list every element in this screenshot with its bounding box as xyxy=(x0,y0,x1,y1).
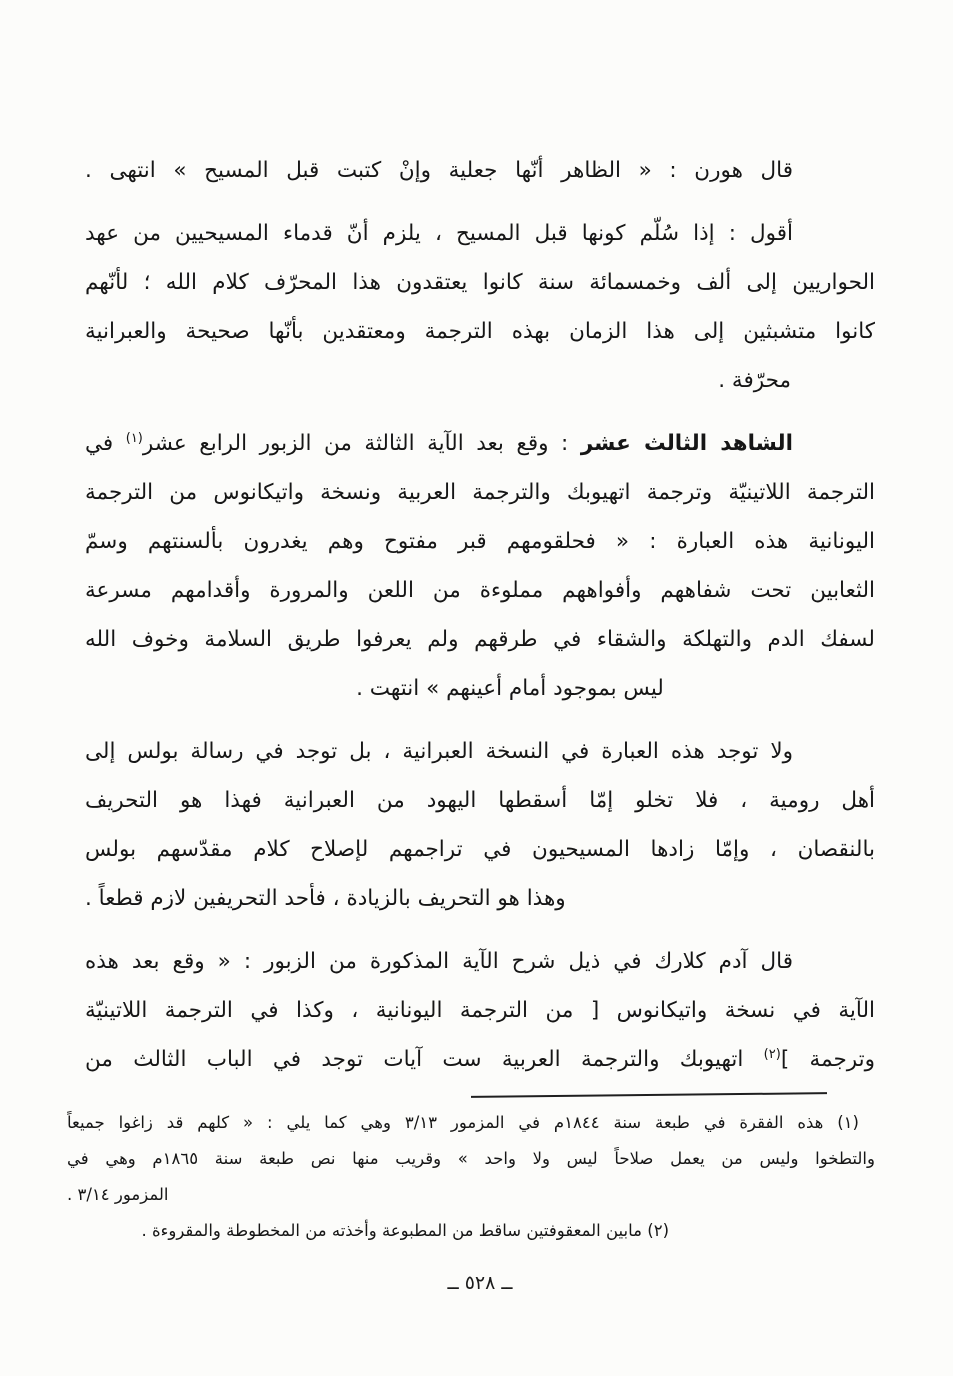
footnote-marker: (٢) xyxy=(763,1046,781,1062)
text-segment: بالنقصان ، وإمّا زادها المسيحيون في تراجمهم لإصلاح كلام مقدّسهم بولس xyxy=(85,837,875,862)
body-text xyxy=(85,146,875,1098)
paragraph-aqul xyxy=(85,209,875,405)
text-line xyxy=(85,566,875,615)
text-segment: أقول : إذا سُلّم كونها قبل المسيح ، يلزم أنّ قدماء المسيحيين من عهد xyxy=(85,221,793,246)
paragraph-la-tujad xyxy=(85,727,875,923)
text-line xyxy=(85,1035,875,1084)
footnote-section xyxy=(67,1094,875,1249)
text-segment: الترجمة اللاتينيّة وترجمة اتهيوبك والترجمة العربية ونسخة واتيكانوس من الترجمة xyxy=(85,480,875,505)
text-segment: وترجمة ] xyxy=(780,1047,875,1072)
text-line xyxy=(85,664,875,713)
text-segment: في xyxy=(85,431,126,456)
text-line xyxy=(85,937,875,986)
text-line xyxy=(67,1213,875,1249)
text-line xyxy=(85,146,875,195)
paragraph-horn-quote xyxy=(85,146,875,195)
text-line xyxy=(85,727,875,776)
text-line xyxy=(85,825,875,874)
text-segment: لسفك الدم والتهلكة والشقاء في طرقهم ولم يعرفوا طريق السلامة وخوف الله xyxy=(85,627,875,652)
text-line xyxy=(85,776,875,825)
text-line xyxy=(85,874,875,923)
text-line xyxy=(67,1141,875,1177)
text-line xyxy=(85,419,875,468)
text-segment: محرّفة . xyxy=(718,368,791,393)
footnote-1 xyxy=(67,1105,875,1213)
text-line xyxy=(67,1105,875,1141)
text-segment: الحواريين إلى ألف وخمسمائة سنة كانوا يعتقدون هذا المحرّف كلام الله ؛ لأنّهم xyxy=(85,270,875,295)
text-segment: : وقع بعد الآية الثالثة من الزبور الرابع عشر xyxy=(142,431,581,456)
text-segment: اتهيوبك والترجمة العربية ست آيات توجد في الباب الثالث من xyxy=(85,1047,764,1072)
text-line xyxy=(85,615,875,664)
text-line xyxy=(85,517,875,566)
text-line xyxy=(85,356,875,405)
footnote-marker: (١) xyxy=(125,430,143,446)
paragraph-adam-clarke xyxy=(85,937,875,1084)
text-segment: والتطخوا وليس من يعمل صلاحاً ليس ولا واحد » وقريب منها نص طبعة سنة ١٨٦٥م وهي في xyxy=(67,1149,875,1168)
text-segment: (٢) مابين المعقوفتين ساقط من المطبوعة وأخذته من المخطوطة والمقروءة . xyxy=(141,1221,669,1240)
section-heading: الشاهد الثالث عشر xyxy=(580,431,793,456)
text-segment: (١) هذه الفقرة في طبعة سنة ١٨٤٤م في المزمور ٣/١٣ وهي كما يلي : « كلهم قد زاغوا جميعاً xyxy=(67,1113,859,1132)
text-segment: الآية في نسخة واتيكانوس [ من الترجمة اليونانية ، وكذا في الترجمة اللاتينيّة xyxy=(85,998,875,1023)
text-segment: قال آدم كلارك في ذيل شرح الآية المذكورة من الزبور : « وقع بعد هذه xyxy=(85,949,793,974)
text-segment: اليونانية هذه العبارة : « فحلقومهم قبر مفتوح وهم يغدرون بألسنتهم وسمّ xyxy=(85,529,875,554)
text-segment: وهذا هو التحريف بالزيادة ، فأحد التحريفين لازم قطعاً . xyxy=(85,886,566,911)
footnote-2 xyxy=(67,1213,875,1249)
text-line xyxy=(85,468,875,517)
text-segment: أهل رومية ، فلا تخلو إمّا أسقطها اليهود من العبرانية فهذا هو التحريف xyxy=(85,788,875,813)
text-line xyxy=(85,307,875,356)
text-segment: المزمور ٣/١٤ . xyxy=(67,1185,169,1204)
text-segment: الثعابين تحت شفاههم وأفواههم مملوءة من اللعن والمرورة وأقدامهم مسرعة xyxy=(85,578,875,603)
page-number: ــ ٥٢٨ ــ xyxy=(447,1272,513,1294)
text-line xyxy=(85,258,875,307)
text-line xyxy=(85,209,875,258)
text-segment: ولا توجد هذه العبارة في النسخة العبرانية ، بل توجد في رسالة بولس إلى xyxy=(85,739,793,764)
text-line xyxy=(67,1177,875,1213)
text-segment: قال هورن : « الظاهر أنّها جعلية وإنْ كتبت قبل المسيح » انتهى . xyxy=(85,158,793,183)
footnotes xyxy=(67,1105,875,1249)
text-line xyxy=(85,986,875,1035)
paragraph-shahid-13 xyxy=(85,419,875,713)
text-segment: ليس بموجود أمام أعينهم » انتهت . xyxy=(356,676,664,701)
text-segment: كانوا متشبثين إلى هذا الزمان بهذه الترجمة ومعتقدين بأنّها صحيحة والعبرانية xyxy=(85,319,875,344)
